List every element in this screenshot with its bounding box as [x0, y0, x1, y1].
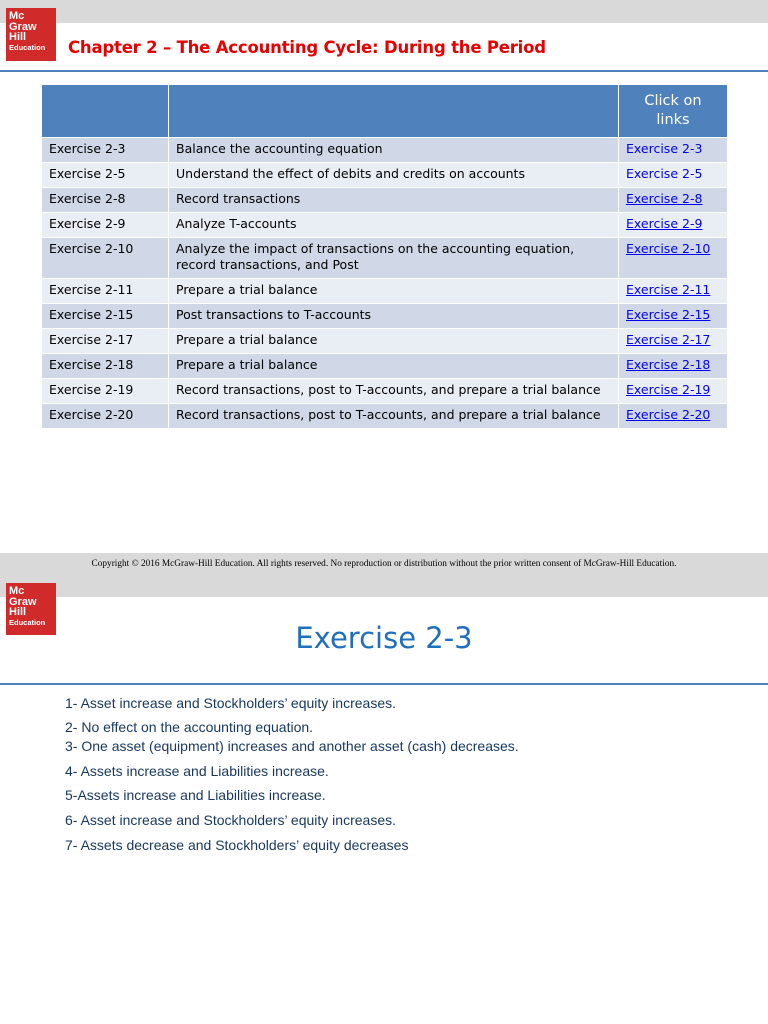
exercise-cell: Exercise 2-5: [42, 163, 169, 188]
table-row: [42, 188, 728, 213]
table-row: [42, 354, 728, 379]
exercise-link[interactable]: Exercise 2-3: [619, 138, 728, 163]
answer-item: 2- No effect on the accounting equation.: [65, 719, 314, 735]
answer-item: 4- Assets increase and Liabilities increase.: [65, 763, 329, 779]
description-cell: Prepare a trial balance: [169, 279, 619, 304]
description-cell: Understand the effect of debits and credits on accounts: [169, 163, 619, 188]
exercise-table: [41, 84, 728, 429]
table-row: [42, 379, 728, 404]
description-cell: Analyze the impact of transactions on the accounting equation, record transactions, and Post: [169, 238, 619, 279]
exercise-cell: Exercise 2-3: [42, 138, 169, 163]
description-cell: Analyze T-accounts: [169, 213, 619, 238]
exercise-link[interactable]: Exercise 2-19: [619, 379, 728, 404]
exercise-cell: Exercise 2-20: [42, 404, 169, 429]
exercise-link[interactable]: Exercise 2-20: [619, 404, 728, 429]
table-row: [42, 304, 728, 329]
exercise-cell: Exercise 2-8: [42, 188, 169, 213]
header-click-on-links: [619, 85, 728, 138]
logo-line-4: Education: [9, 617, 46, 627]
table-row: [42, 213, 728, 238]
exercise-cell: Exercise 2-11: [42, 279, 169, 304]
header-exercise: [42, 85, 169, 138]
table-header-row: [42, 85, 728, 138]
exercise-cell: Exercise 2-9: [42, 213, 169, 238]
exercise-link[interactable]: Exercise 2-5: [619, 163, 728, 188]
exercise-link[interactable]: Exercise 2-10: [619, 238, 728, 279]
table-row: [42, 138, 728, 163]
exercise-link[interactable]: Exercise 2-18: [619, 354, 728, 379]
slide-top-bar: [0, 0, 768, 23]
header-click-on-links-line1: Click on: [644, 93, 702, 109]
exercise-link[interactable]: Exercise 2-8: [619, 188, 728, 213]
table-row: [42, 238, 728, 279]
header-description: [169, 85, 619, 138]
exercise-link[interactable]: Exercise 2-9: [619, 213, 728, 238]
table-row: [42, 329, 728, 354]
exercise-title: Exercise 2-3: [295, 621, 473, 655]
exercise-cell: Exercise 2-10: [42, 238, 169, 279]
table-row: [42, 404, 728, 429]
description-cell: Prepare a trial balance: [169, 329, 619, 354]
logo-line-2: Graw: [9, 20, 37, 33]
exercise-cell: Exercise 2-15: [42, 304, 169, 329]
title-divider: [0, 683, 768, 685]
exercise-link[interactable]: Exercise 2-11: [619, 279, 728, 304]
slide-top-bar: [0, 576, 768, 597]
header-click-on-links-line2: links: [656, 112, 690, 128]
title-divider: [0, 70, 768, 72]
description-cell: Post transactions to T-accounts: [169, 304, 619, 329]
description-cell: Balance the accounting equation: [169, 138, 619, 163]
table-row: [42, 279, 728, 304]
logo-line-1: Mc: [9, 585, 25, 597]
mcgraw-hill-logo: [6, 8, 56, 61]
exercise-cell: Exercise 2-18: [42, 354, 169, 379]
chapter-title: Chapter 2 – The Accounting Cycle: During the Period: [68, 38, 546, 57]
logo-line-3: Hill: [9, 606, 27, 618]
answer-item: 1- Asset increase and Stockholders’ equity increases.: [65, 695, 396, 711]
description-cell: Record transactions, post to T-accounts, and prepare a trial balance: [169, 404, 619, 429]
slide-exercise-2-3: [0, 576, 768, 1024]
exercise-link[interactable]: Exercise 2-17: [619, 329, 728, 354]
table-row: [42, 163, 728, 188]
description-cell: Record transactions, post to T-accounts, and prepare a trial balance: [169, 379, 619, 404]
exercise-cell: Exercise 2-19: [42, 379, 169, 404]
logo-line-1: Mc: [9, 10, 25, 22]
description-cell: Record transactions: [169, 188, 619, 213]
answer-item: 5-Assets increase and Liabilities increase.: [65, 787, 326, 803]
copyright-notice: Copyright © 2016 McGraw-Hill Education. All rights reserved. No reproduction or distribution without the prior written consent of McGraw-Hill Education.: [0, 553, 768, 576]
answer-item: 3- One asset (equipment) increases and another asset (cash) decreases.: [65, 738, 519, 754]
logo-line-3: Hill: [9, 31, 27, 43]
logo-line-2: Graw: [9, 595, 37, 608]
answer-item: 6- Asset increase and Stockholders’ equity increases.: [65, 812, 396, 828]
exercise-cell: Exercise 2-17: [42, 329, 169, 354]
answer-item: 7- Assets decrease and Stockholders’ equity decreases: [65, 837, 409, 853]
logo-line-4: Education: [9, 42, 46, 52]
description-cell: Prepare a trial balance: [169, 354, 619, 379]
exercise-link[interactable]: Exercise 2-15: [619, 304, 728, 329]
